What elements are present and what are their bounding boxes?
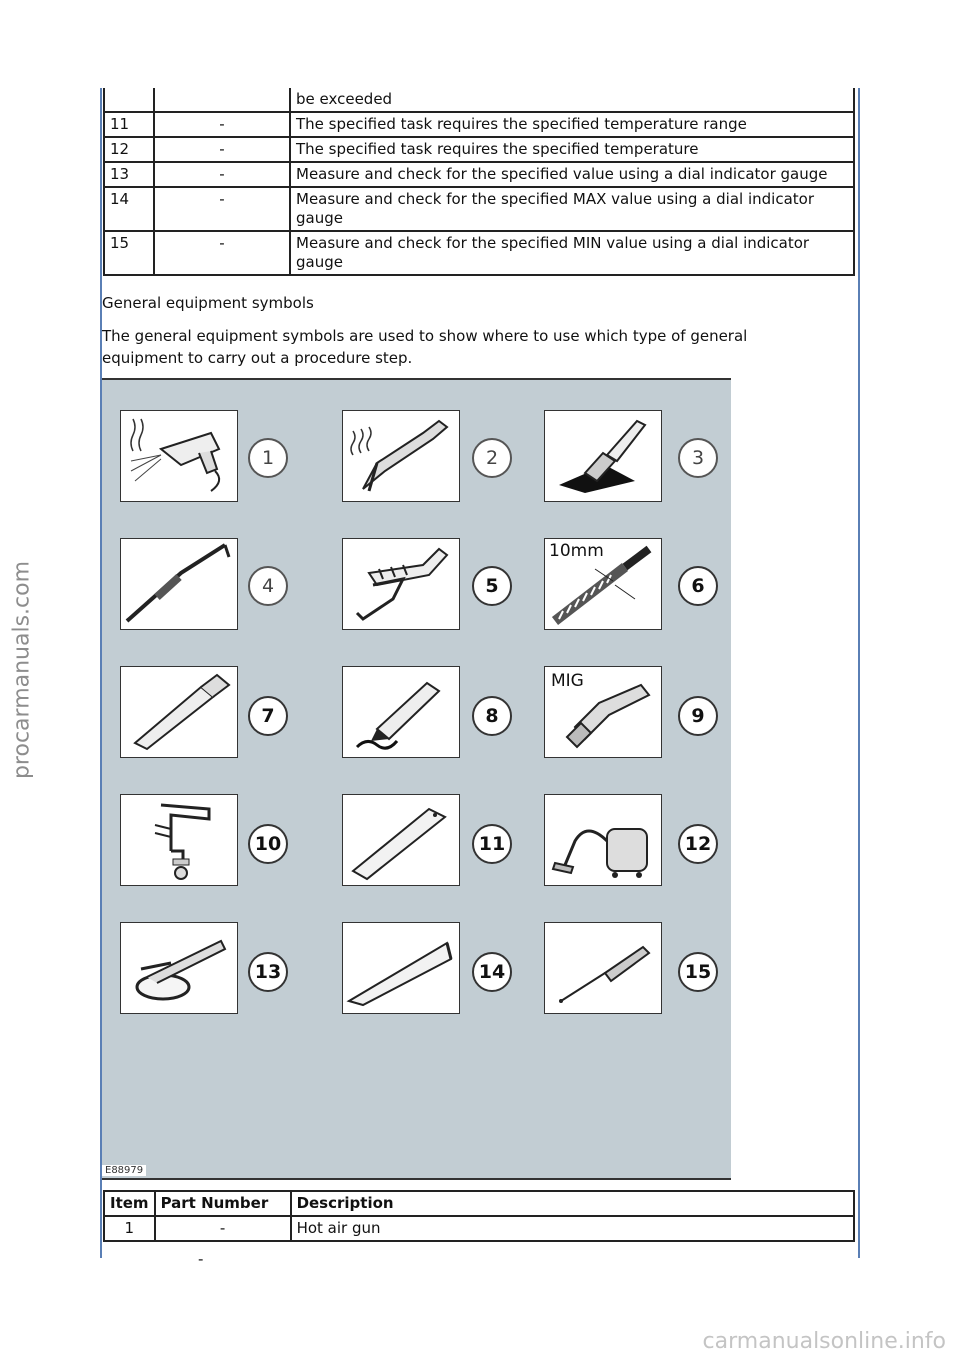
clamp-icon <box>120 794 238 886</box>
symbol-number: 3 <box>678 438 718 478</box>
table-row: 11 - The specified task requires the specified temperature range <box>104 112 854 137</box>
symbol-number: 13 <box>248 952 288 992</box>
section-title: General equipment symbols <box>102 294 314 312</box>
drill-bit-icon: 10mm <box>544 538 662 630</box>
intro-paragraph: The general equipment symbols are used to show where to use which type of general equipment to carry out a procedure step. <box>102 327 748 367</box>
screwdriver-icon <box>544 922 662 1014</box>
symbol-number: 5 <box>472 566 512 606</box>
symbol-number: 10 <box>248 824 288 864</box>
marker-pen-icon <box>342 666 460 758</box>
symbol-number: 7 <box>248 696 288 736</box>
wedge-icon <box>342 794 460 886</box>
table-row: be exceeded <box>104 88 854 112</box>
table-row: 12 - The specified task requires the specified temperature <box>104 137 854 162</box>
symbol-number: 14 <box>472 952 512 992</box>
wedge-block-icon <box>342 922 460 1014</box>
symbol-number: 1 <box>248 438 288 478</box>
symbol-number: 6 <box>678 566 718 606</box>
equipment-symbols-figure <box>102 378 731 1180</box>
strap-wrench-icon <box>120 922 238 1014</box>
watermark-right: carmanualsonline.info <box>702 1329 946 1354</box>
scraper-icon <box>544 410 662 502</box>
trailing-dash: - <box>198 1250 204 1268</box>
vacuum-cleaner-icon <box>544 794 662 886</box>
symbol-number: 2 <box>472 438 512 478</box>
mig-welder-icon: MIG <box>544 666 662 758</box>
chisel-icon <box>120 666 238 758</box>
soldering-iron-icon <box>342 410 460 502</box>
watermark-left: procarmanuals.com <box>9 560 35 780</box>
symbol-number: 8 <box>472 696 512 736</box>
table-row: 15 - Measure and check for the specified MIN value using a dial indicator gauge <box>104 231 854 275</box>
hot-air-gun-icon <box>120 410 238 502</box>
table-header-row: Item Part Number Description <box>104 1191 854 1216</box>
table-row: 13 - Measure and check for the specified value using a dial indicator gauge <box>104 162 854 187</box>
pick-tool-icon <box>120 538 238 630</box>
symbol-number: 11 <box>472 824 512 864</box>
symbol-number: 15 <box>678 952 718 992</box>
symbol-number: 12 <box>678 824 718 864</box>
specification-table <box>103 88 855 276</box>
symbol-number: 4 <box>248 566 288 606</box>
stapler-icon <box>342 538 460 630</box>
figure-id: E88979 <box>102 1165 146 1176</box>
page-border-right <box>858 88 860 1258</box>
symbol-number: 9 <box>678 696 718 736</box>
equipment-table <box>103 1190 855 1242</box>
table-row: 1 - Hot air gun <box>104 1216 854 1241</box>
table-row: 14 - Measure and check for the specified MAX value using a dial indicator gauge <box>104 187 854 231</box>
